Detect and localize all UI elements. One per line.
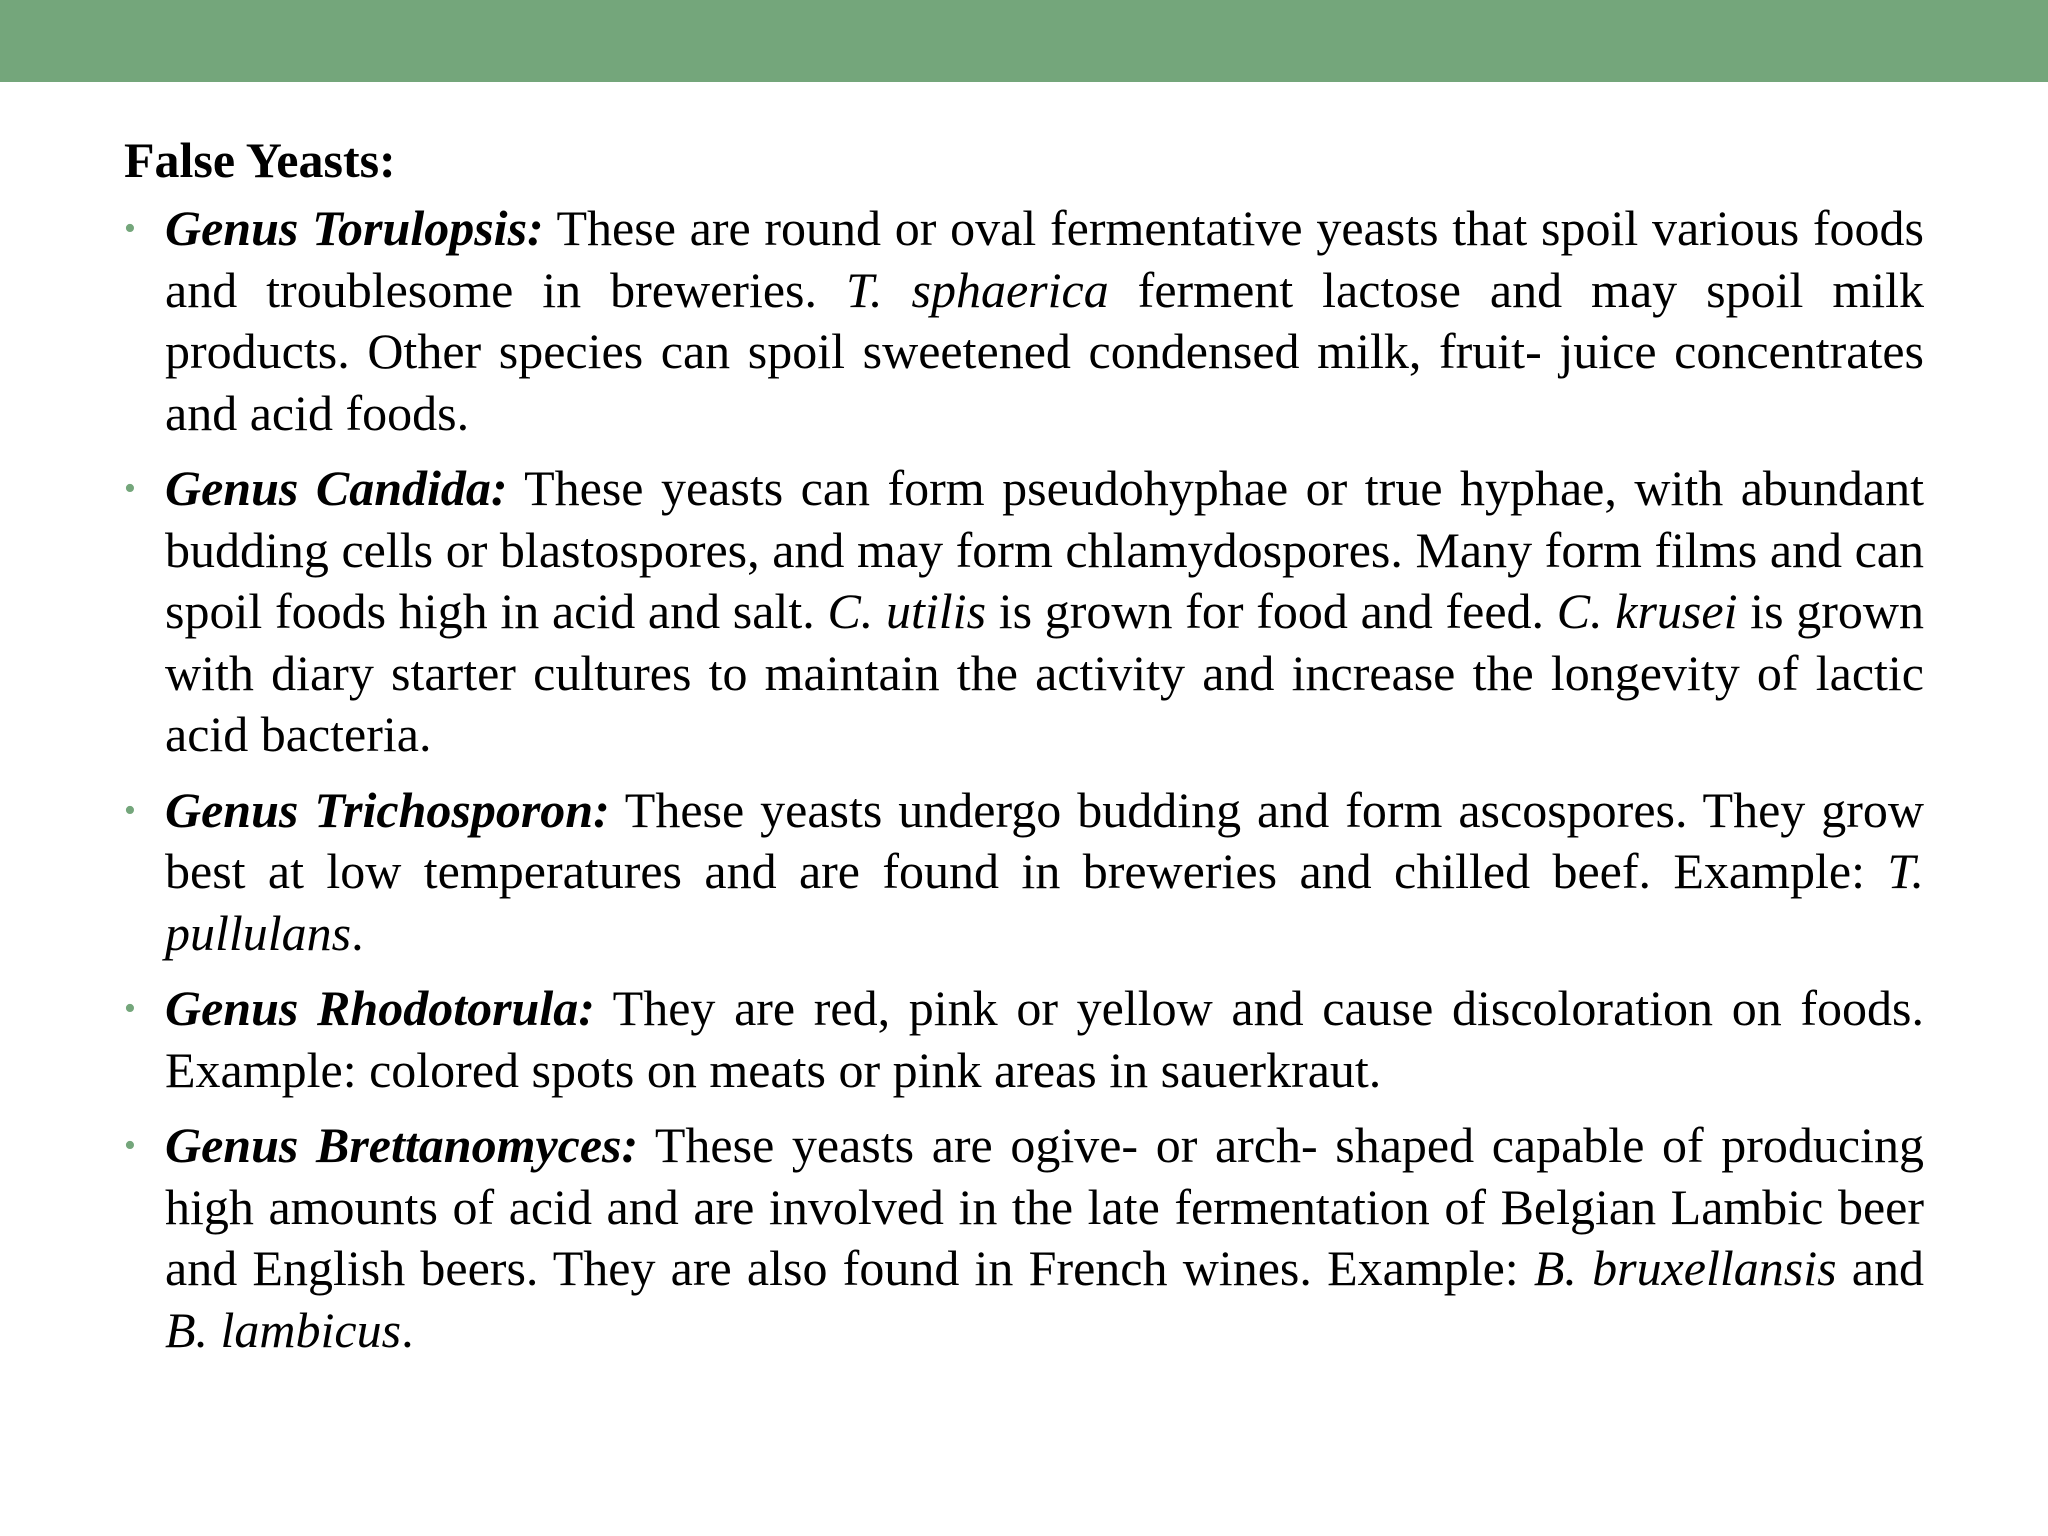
bullet-candida — [124, 458, 1924, 766]
top-color-band — [0, 0, 2048, 82]
slide-heading: False Yeasts: — [124, 132, 396, 188]
genus-name: Genus Candida: — [165, 460, 508, 516]
species-name: B. bruxellansis — [1533, 1240, 1837, 1296]
bullet-text: They are red, pink or yellow and cause discoloration on foods. Example: colored spots on meats or pink areas in sauerkraut. — [165, 980, 1924, 1098]
bullet-text: . — [351, 904, 364, 961]
bullet-text: These yeasts undergo budding and form ascospores. They grow best at low temperatures and are found in breweries and chilled beef. Example: — [165, 781, 1924, 899]
bullet-torulopsis — [124, 198, 1924, 444]
bullet-icon: • — [124, 990, 136, 1027]
bullet-text: ferment lactose and may spoil milk products. Other species can spoil sweetened condensed milk, fruit- juice concentrates and acid foods. — [165, 261, 1924, 441]
bullet-icon: • — [124, 791, 136, 829]
genus-name: Genus Rhodotorula: — [165, 980, 595, 1036]
bullet-rhodotorula — [124, 978, 1924, 1101]
bullet-icon: • — [124, 210, 136, 247]
species-name: T. pullulans — [165, 843, 1924, 961]
bullet-text: is grown for food and feed. — [986, 583, 1557, 639]
bullet-list — [124, 198, 1924, 1361]
bullet-text: and — [1836, 1240, 1925, 1296]
species-name: C. krusei — [1556, 583, 1738, 639]
genus-name: Genus Brettanomyces: — [165, 1117, 639, 1173]
bullet-text: These yeasts can form pseudohyphae or true hyphae, with abundant budding cells or blastospores, and may form chlamydospores. Many form films and can spoil foods high in acid and salt. — [165, 460, 1924, 639]
bullet-icon: • — [124, 470, 136, 507]
bullet-brettanomyces — [124, 1115, 1924, 1361]
bullet-text: These yeasts are ogive- or arch- shaped capable of producing high amounts of acid and are involved in the late fermentation of Belgian Lambic beer and English beers. They are also found in French wines. Example: — [165, 1117, 1925, 1296]
genus-name: Genus Trichosporon: — [165, 781, 610, 838]
genus-name: Genus Torulopsis: — [165, 200, 544, 256]
bullet-text: These are round or oval fermentative yeasts that spoil various foods and troublesome in breweries. — [165, 200, 1924, 318]
slide-content — [124, 124, 1924, 1375]
bullet-icon: • — [124, 1127, 136, 1164]
species-name: B. lambicus — [165, 1301, 402, 1358]
bullet-text: . — [401, 1301, 414, 1358]
species-name: T. sphaerica — [845, 261, 1109, 318]
species-name: C. utilis — [827, 583, 987, 639]
bullet-trichosporon — [124, 780, 1924, 965]
bullet-text: is grown with diary starter cultures to maintain the activity and increase the longevity of lactic acid bacteria. — [165, 583, 1924, 762]
